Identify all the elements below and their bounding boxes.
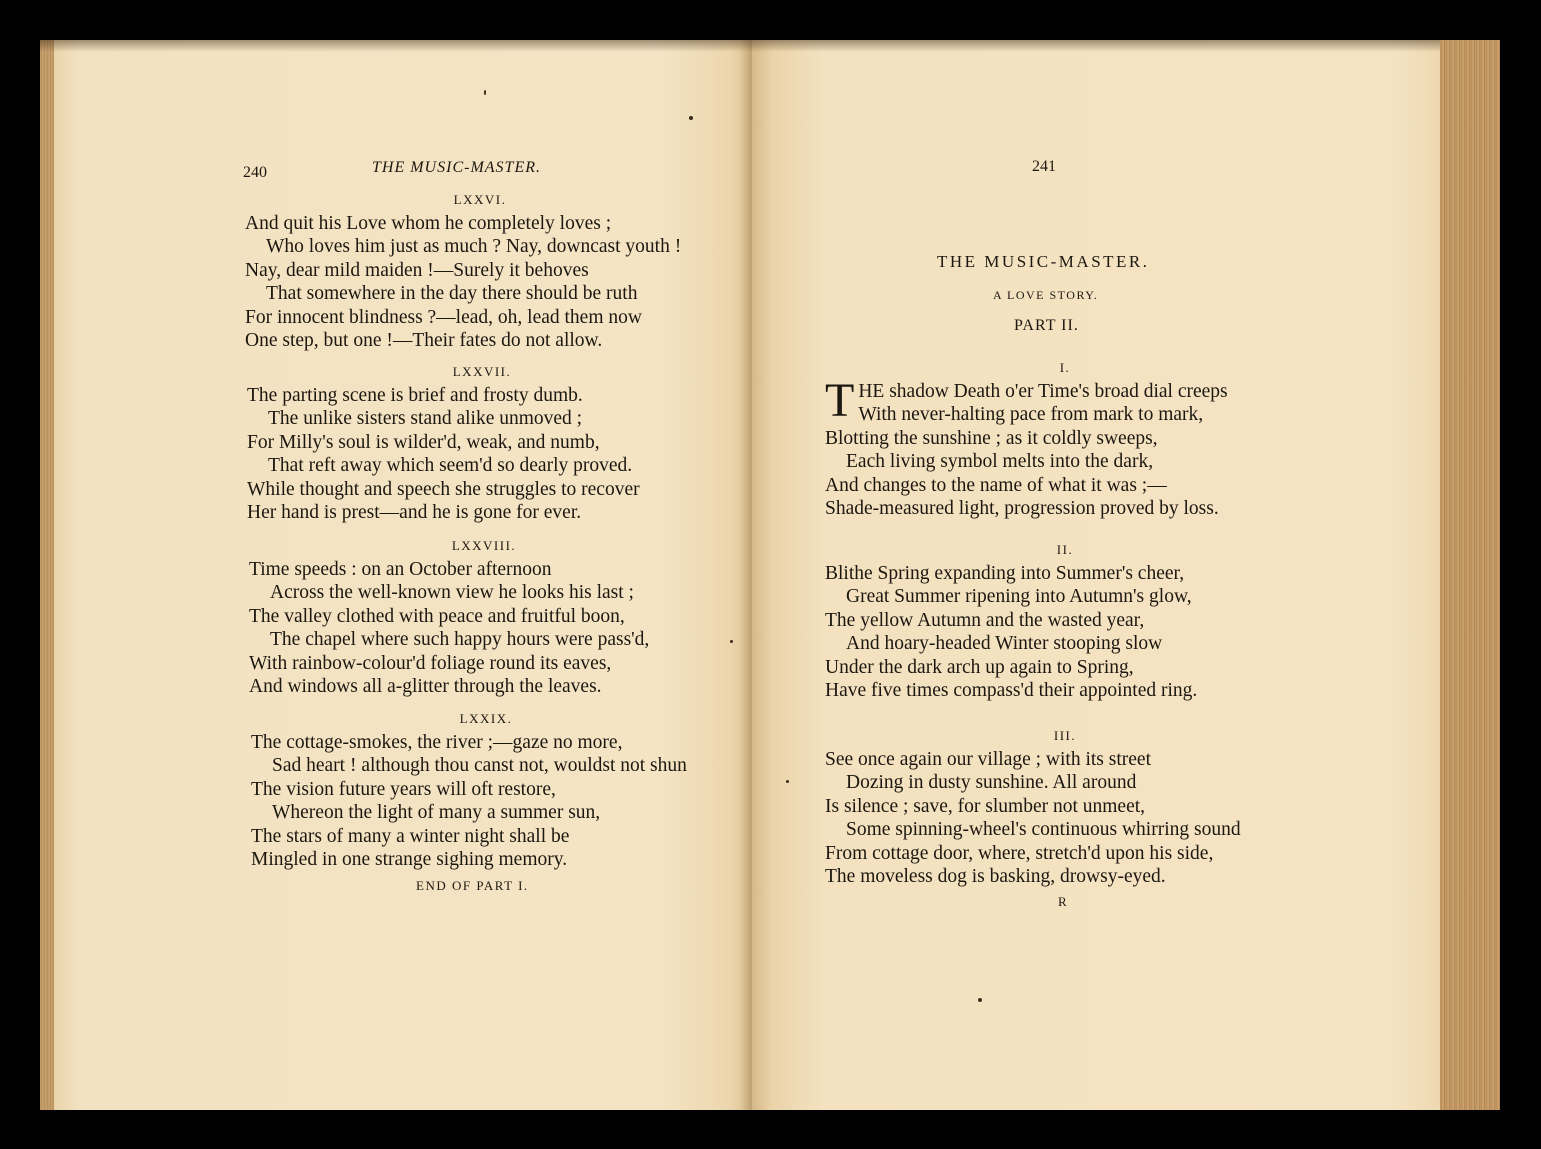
paper-speck [484,90,486,95]
stanza-iii [825,728,1305,888]
stanza-lxxvi [245,192,715,352]
verse-line: Is silence ; save, for slumber not unmeet, [825,795,1146,817]
stanza-i [825,360,1305,520]
verse-line: Her hand is prest—and he is gone for ever. [247,502,582,524]
dropcap-letter: T [825,380,855,427]
stanza-numeral: LXXVIII. [451,538,517,553]
left-page [40,40,752,1110]
verse-line: Mingled in one strange sighing memory. [251,849,568,871]
stanza-numeral: LXXIX. [459,711,513,726]
verse-line: Sad heart ! although thou canst not, wouldst not shun [272,755,687,777]
verse-line: And quit his Love whom he completely loves ; [245,213,612,234]
verse-line: While thought and speech she struggles to recover [247,478,640,500]
stanza-numeral: LXXVI. [453,192,507,207]
verse-line: Across the well-known view he looks his last ; [270,582,634,604]
verse-line: The vision future years will oft restore, [251,778,556,800]
verse-line: From cottage door, where, stretch'd upon his side, [825,842,1214,864]
right-page-edge [1440,40,1500,1110]
verse-line: Blotting the sunshine ; as it coldly sweeps, [825,427,1158,449]
verse-line: Nay, dear mild maiden !—Surely it behoves [245,259,589,281]
end-of-part-note: END OF PART I. [416,878,529,893]
verse-line: Under the dark arch up again to Spring, [825,656,1134,678]
chapter-title: THE MUSIC-MASTER. [937,252,1150,271]
verse-line: The valley clothed with peace and fruitful boon, [249,605,625,627]
stanza-lxxviii [249,538,719,698]
verse-line: With never-halting pace from mark to mark, [858,404,1204,426]
stanza-numeral: II. [1056,542,1074,557]
verse-line: Each living symbol melts into the dark, [846,451,1154,473]
verse-line: And windows all a-glitter through the leaves. [249,676,602,698]
verse-line: The chapel where such happy hours were pass'd, [270,629,650,651]
page-number-right: 241 [1032,158,1056,175]
verse-line: The parting scene is brief and frosty dumb. [247,385,583,406]
dropcap-block [825,380,1305,427]
verse-line: The yellow Autumn and the wasted year, [825,609,1145,631]
verse-line: Have five times compass'd their appointed ring. [825,680,1198,702]
verse-line: Great Summer ripening into Autumn's glow, [846,586,1192,608]
paper-speck [978,998,982,1002]
verse-line: And changes to the name of what it was ;— [825,474,1167,496]
verse-line: The moveless dog is basking, drowsy-eyed. [825,866,1166,888]
running-head: THE MUSIC-MASTER. [372,159,541,176]
verse-line: One step, but one !—Their fates do not allow. [245,330,603,352]
verse-line: Shade-measured light, progression proved by loss. [825,498,1219,520]
verse-line: That somewhere in the day there should be ruth [266,283,638,305]
verse-line: Who loves him just as much ? Nay, downcast youth ! [266,236,682,258]
verse-line: Time speeds : on an October afternoon [249,559,552,580]
stanza-lxxvii [247,364,717,524]
verse-line: Some spinning-wheel's continuous whirring sound [846,819,1241,841]
verse-line: See once again our village ; with its street [825,749,1151,770]
stanza-lxxix [251,711,721,871]
verse-line: Dozing in dusty sunshine. All around [846,772,1137,794]
stanza-ii [825,542,1305,702]
verse-line: The cottage-smokes, the river ;—gaze no more, [251,732,623,753]
part-heading: PART II. [1014,317,1079,334]
verse-line: That reft away which seem'd so dearly proved. [268,455,633,477]
left-page-edge [40,40,54,1110]
verse-line: With rainbow-colour'd foliage round its eaves, [249,652,612,674]
signature-mark: R [1058,894,1067,909]
open-book [40,40,1500,1110]
right-page [752,40,1452,1110]
paper-speck [730,640,733,643]
stanza-numeral: LXXVII. [452,364,512,379]
stanza-numeral: I. [1059,360,1071,375]
paper-speck [689,116,693,120]
top-shadow [40,40,1440,52]
verse-line: Blithe Spring expanding into Summer's cheer, [825,563,1185,584]
chapter-subtitle: A LOVE STORY. [993,288,1099,302]
verse-line: HE shadow Death o'er Time's broad dial creeps [858,381,1228,402]
verse-line: And hoary-headed Winter stooping slow [846,633,1163,655]
verse-line: For Milly's soul is wilder'd, weak, and numb, [247,431,600,453]
verse-line: The stars of many a winter night shall be [251,825,570,847]
verse-line: The unlike sisters stand alike unmoved ; [268,408,583,430]
verse-line: For innocent blindness ?—lead, oh, lead them now [245,306,642,328]
page-number-left: 240 [243,164,267,181]
stanza-numeral: III. [1053,728,1077,743]
verse-line: Whereon the light of many a summer sun, [272,802,601,824]
paper-speck [786,780,789,783]
